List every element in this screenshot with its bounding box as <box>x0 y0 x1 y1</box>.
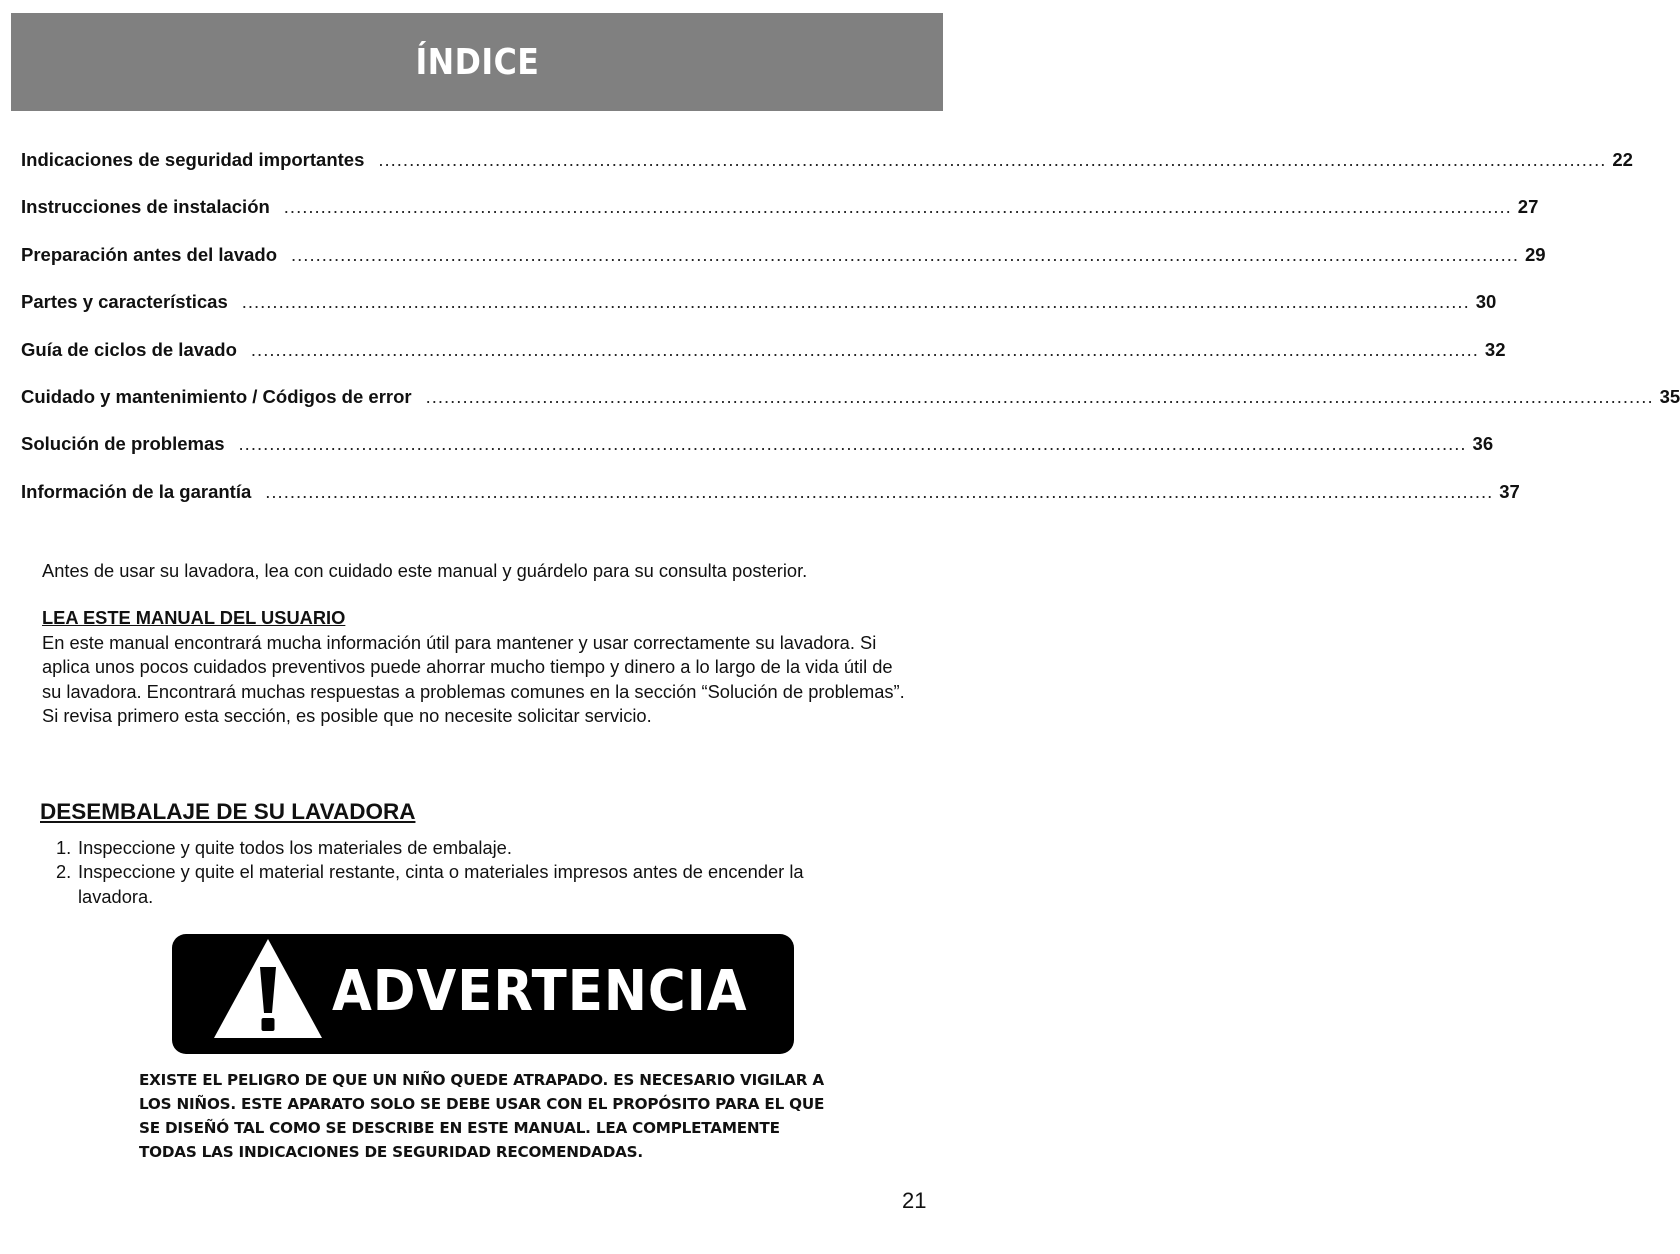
toc-entry[interactable] <box>21 385 1680 433</box>
toc-entry[interactable] <box>21 291 1497 338</box>
unpack-steps-list <box>56 836 876 909</box>
toc-entry[interactable] <box>21 149 1633 196</box>
toc-entry-page: 22 <box>1612 149 1633 170</box>
manual-section-heading: LEA ESTE MANUAL DEL USUARIO <box>42 607 346 628</box>
table-of-contents <box>21 149 1680 528</box>
toc-entry-page: 27 <box>1517 196 1539 218</box>
intro-paragraph: Antes de usar su lavadora, lea con cuidado este manual y guárdelo para su consulta posterior. <box>42 560 808 581</box>
toc-leader-dots: ........................................................................................................................................................................................................ <box>241 291 1470 313</box>
manual-section-body: En este manual encontrará mucha información útil para mantener y usar correctamente su lavadora. Si aplica unos pocos cuidados preventivos puede ahorrar mucho tiempo y dinero a lo largo de la vida útil de su lavadora. Encontrará muchas respuestas a problemas comunes en la sección “Solución de problemas”. Si revisa primero esta sección, es posible que no necesite solicitar servicio. <box>42 632 905 727</box>
toc-leader-dots: ........................................................................................................................................................................................................ <box>425 385 1654 407</box>
toc-leader-dots: ........................................................................................................................................................................................................ <box>238 433 1467 455</box>
list-item <box>56 836 876 860</box>
toc-leader-dots: ........................................................................................................................................................................................................ <box>250 338 1479 360</box>
toc-entry-title: Solución de problemas <box>21 433 225 455</box>
toc-entry-page: 36 <box>1472 433 1494 455</box>
toc-entry-page: 32 <box>1484 338 1506 360</box>
page-number: 21 <box>902 1188 927 1213</box>
list-item-text: Inspeccione y quite todos los materiales de embalaje. <box>78 837 512 858</box>
toc-entry-title: Indicaciones de seguridad importantes <box>21 149 365 170</box>
page-header <box>11 13 943 111</box>
toc-leader-dots: ........................................................................................................................................................................................................ <box>291 243 1520 265</box>
toc-entry[interactable] <box>21 480 1520 528</box>
toc-entry-title: Partes y características <box>21 291 228 313</box>
page-title: ÍNDICE <box>415 41 539 83</box>
toc-entry-page: 29 <box>1525 243 1546 265</box>
toc-entry-page: 35 <box>1659 385 1680 407</box>
toc-leader-dots: ........................................................................................................................................................................................................ <box>283 196 1512 218</box>
toc-entry-title: Instrucciones de instalación <box>21 196 270 218</box>
warning-text: EXISTE EL PELIGRO DE QUE UN NIÑO QUEDE ATRAPADO. ES NECESARIO VIGILAR A LOS NIÑOS. ESTE APARATO SOLO SE DEBE USAR CON EL PROPÓSITO PARA EL QUE SE DISEÑÓ TAL COMO SE DESCRIBE EN ESTE MANUAL. LEA COMPLETAMENTE TODAS LAS INDICACIONES DE SEGURIDAD RECOMENDADAS. <box>139 1071 825 1161</box>
toc-leader-dots: ........................................................................................................................................................................................................ <box>378 149 1607 170</box>
list-item-text: Inspeccione y quite el material restante, cinta o materiales impresos antes de encender la lavadora. <box>78 861 804 907</box>
toc-entry-title: Cuidado y mantenimiento / Códigos de error <box>21 385 412 407</box>
warning-label: ADVERTENCIA <box>332 959 748 1024</box>
unpack-section-heading: DESEMBALAJE DE SU LAVADORA <box>40 799 416 824</box>
toc-entry[interactable] <box>21 433 1494 480</box>
toc-entry-page: 37 <box>1499 480 1520 502</box>
toc-leader-dots: ........................................................................................................................................................................................................ <box>265 480 1494 502</box>
toc-entry-title: Guía de ciclos de lavado <box>21 338 237 360</box>
toc-entry[interactable] <box>21 243 1546 291</box>
list-item <box>56 860 876 909</box>
toc-entry-title: Información de la garantía <box>21 480 252 502</box>
warning-banner <box>172 934 794 1054</box>
list-item-number: 2. <box>56 861 72 883</box>
toc-entry-title: Preparación antes del lavado <box>21 243 278 265</box>
toc-entry[interactable] <box>21 338 1506 386</box>
toc-entry[interactable] <box>21 196 1539 243</box>
list-item-number: 1. <box>56 837 72 858</box>
toc-entry-page: 30 <box>1475 291 1497 313</box>
warning-triangle-icon <box>212 937 324 1041</box>
